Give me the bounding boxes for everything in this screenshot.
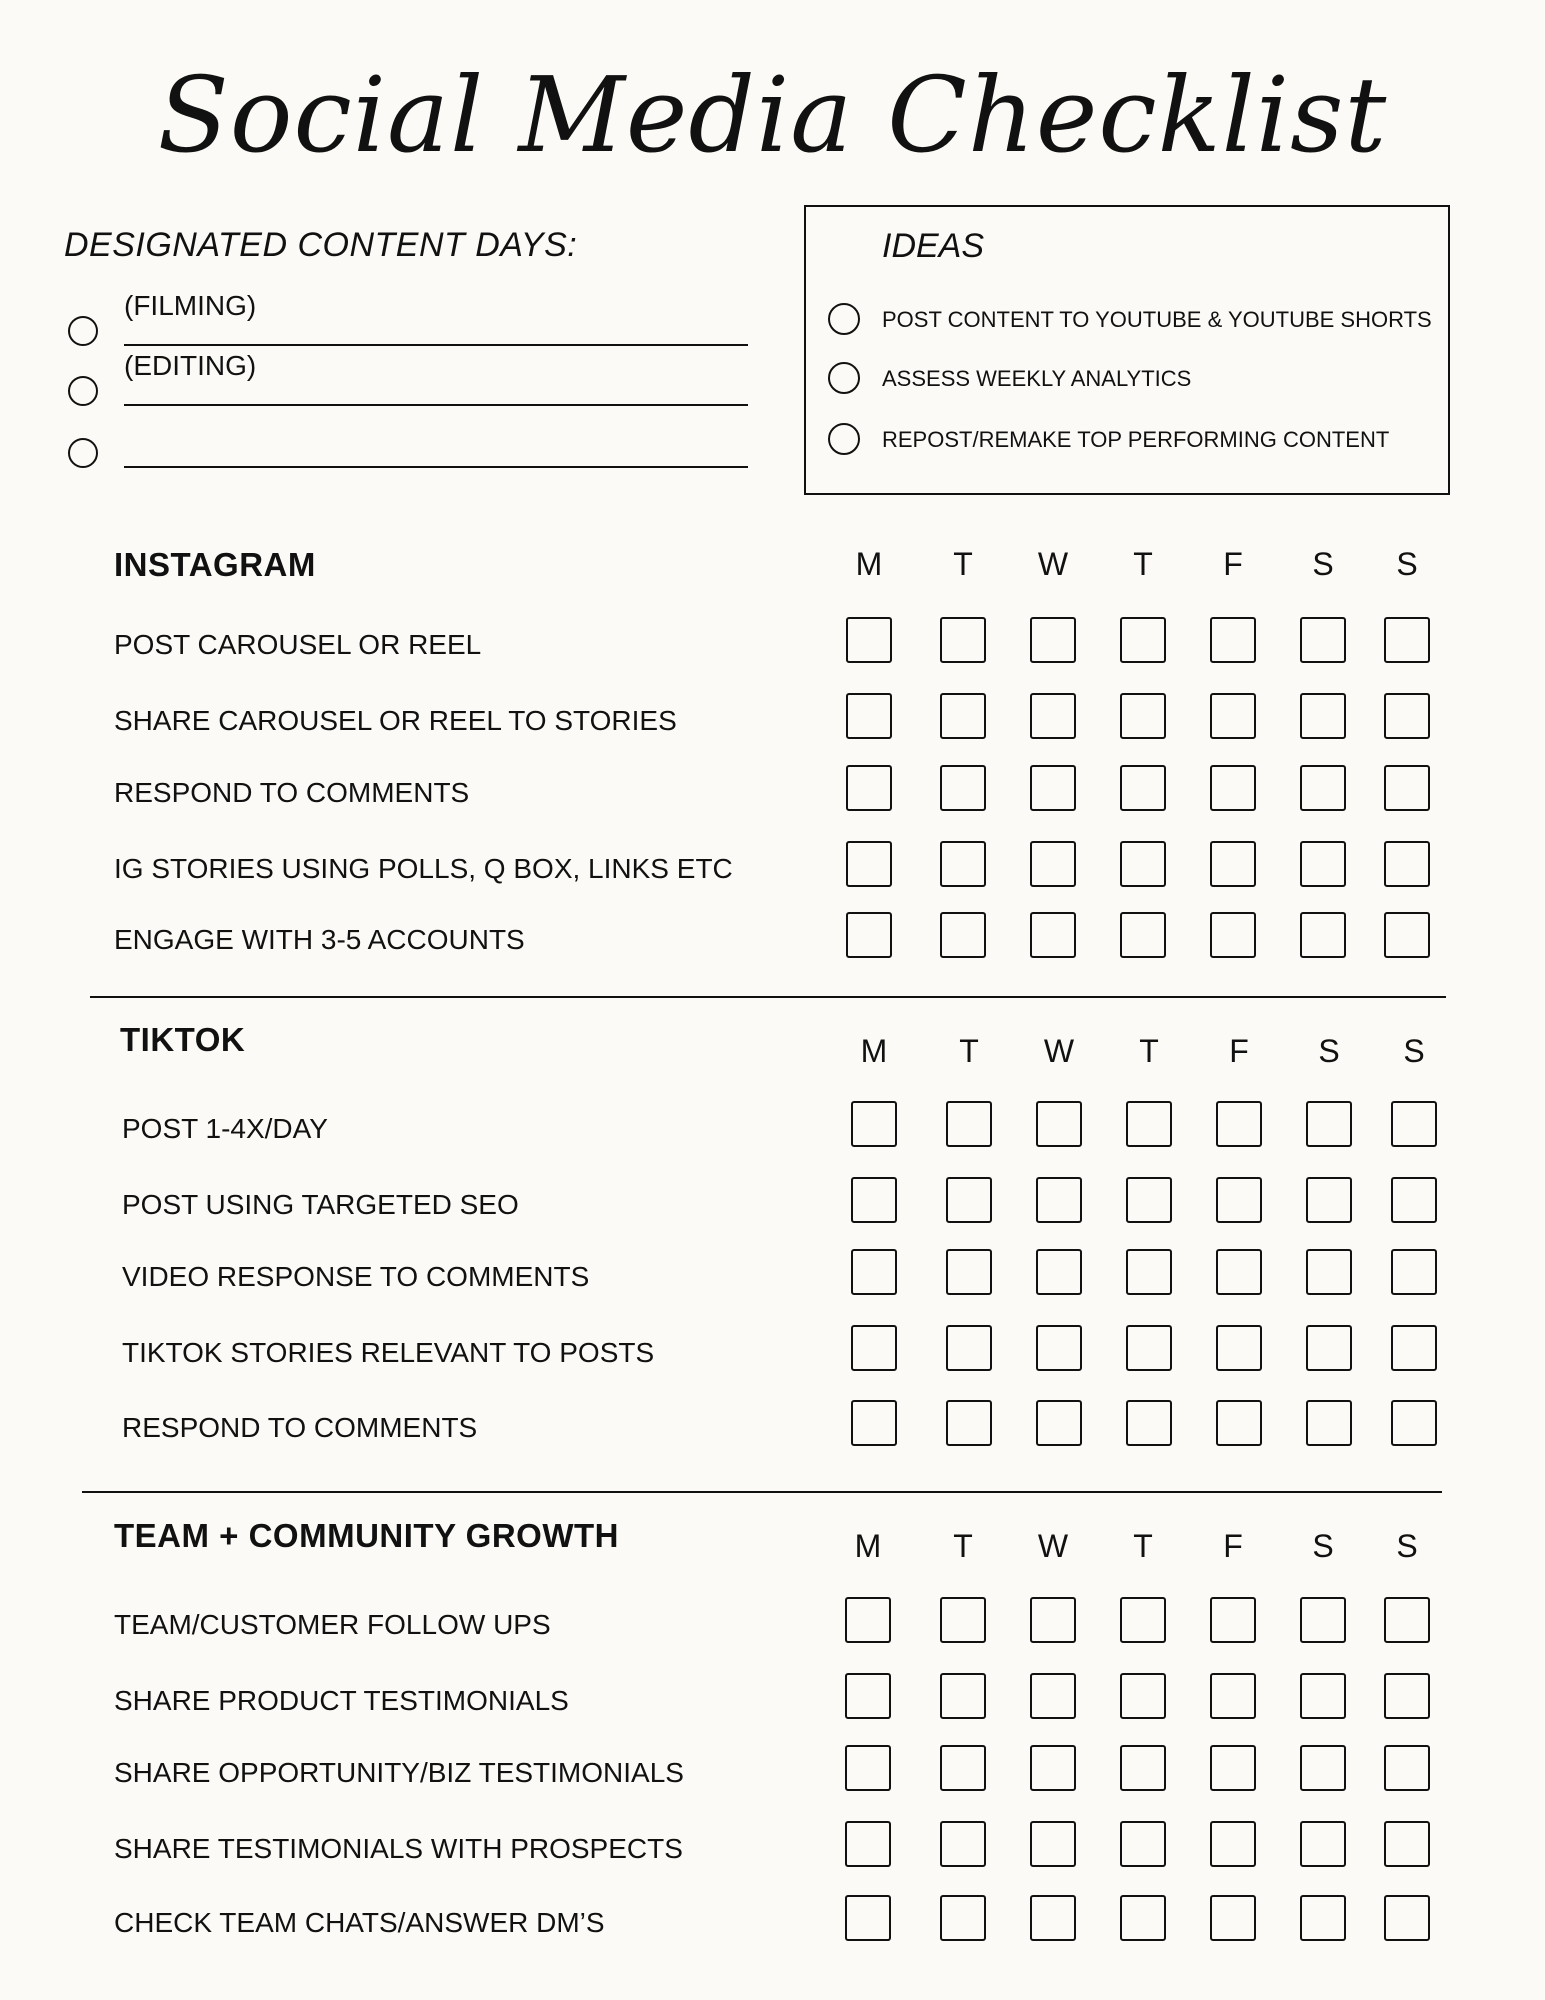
day-checkbox[interactable]	[1384, 1745, 1430, 1791]
day-checkbox[interactable]	[1120, 841, 1166, 887]
day-checkbox[interactable]	[1126, 1249, 1172, 1295]
day-checkbox[interactable]	[1120, 1895, 1166, 1941]
day-checkbox[interactable]	[845, 1745, 891, 1791]
day-checkbox[interactable]	[1036, 1249, 1082, 1295]
day-checkbox[interactable]	[940, 693, 986, 739]
idea-radio[interactable]	[828, 303, 860, 335]
content-day-radio[interactable]	[68, 316, 98, 346]
day-checkbox[interactable]	[1306, 1249, 1352, 1295]
weekday-header: M	[854, 1528, 882, 1564]
day-checkbox[interactable]	[1030, 1597, 1076, 1643]
day-checkbox[interactable]	[845, 1673, 891, 1719]
day-checkbox[interactable]	[940, 841, 986, 887]
idea-text: ASSESS WEEKLY ANALYTICS	[882, 366, 1192, 391]
day-checkbox[interactable]	[946, 1101, 992, 1147]
day-checkbox[interactable]	[1210, 1895, 1256, 1941]
day-checkbox[interactable]	[1216, 1177, 1262, 1223]
day-checkbox[interactable]	[946, 1325, 992, 1371]
day-checkbox[interactable]	[1384, 765, 1430, 811]
day-checkbox[interactable]	[1306, 1177, 1352, 1223]
task-label: IG STORIES USING POLLS, Q BOX, LINKS ETC	[114, 853, 733, 884]
content-day-label: (EDITING)	[124, 350, 257, 381]
day-checkbox[interactable]	[1030, 1895, 1076, 1941]
day-checkbox[interactable]	[1384, 841, 1430, 887]
weekday-header: S	[1403, 1033, 1425, 1069]
day-checkbox[interactable]	[1391, 1400, 1437, 1446]
weekday-header: S	[1318, 1033, 1340, 1069]
task-label: RESPOND TO COMMENTS	[114, 777, 470, 808]
day-checkbox[interactable]	[1306, 1400, 1352, 1446]
section-title: TEAM + COMMUNITY GROWTH	[114, 1517, 619, 1554]
day-checkbox[interactable]	[846, 693, 892, 739]
day-checkbox[interactable]	[1384, 1673, 1430, 1719]
section-title: INSTAGRAM	[114, 546, 316, 583]
task-label: POST USING TARGETED SEO	[122, 1189, 519, 1220]
weekday-header: W	[1037, 546, 1069, 582]
section-divider	[90, 996, 1446, 998]
day-checkbox[interactable]	[845, 1895, 891, 1941]
day-checkbox[interactable]	[1384, 693, 1430, 739]
content-day-row	[68, 350, 748, 406]
day-checkbox[interactable]	[851, 1325, 897, 1371]
day-checkbox[interactable]	[851, 1400, 897, 1446]
day-checkbox[interactable]	[1306, 1101, 1352, 1147]
day-checkbox[interactable]	[1384, 1597, 1430, 1643]
weekday-header: T	[953, 546, 973, 582]
content-day-row	[68, 412, 748, 468]
weekday-header: W	[1037, 1528, 1069, 1564]
day-checkbox[interactable]	[940, 1821, 986, 1867]
task-label: ENGAGE WITH 3-5 ACCOUNTS	[114, 924, 525, 955]
day-checkbox[interactable]	[1030, 912, 1076, 958]
day-checkbox[interactable]	[1391, 1101, 1437, 1147]
content-day-line[interactable]	[124, 420, 748, 468]
day-checkbox[interactable]	[1030, 693, 1076, 739]
day-checkbox[interactable]	[1030, 1673, 1076, 1719]
day-checkbox[interactable]	[1306, 1325, 1352, 1371]
content-days-heading: DESIGNATED CONTENT DAYS:	[64, 226, 578, 264]
task-label: TEAM/CUSTOMER FOLLOW UPS	[114, 1609, 551, 1640]
weekday-header: S	[1396, 546, 1418, 582]
weekday-header: T	[959, 1033, 979, 1069]
task-label: POST CAROUSEL OR REEL	[114, 629, 482, 660]
day-checkbox[interactable]	[1210, 1673, 1256, 1719]
content-day-radio[interactable]	[68, 376, 98, 406]
day-checkbox[interactable]	[940, 912, 986, 958]
task-label: RESPOND TO COMMENTS	[122, 1412, 478, 1443]
weekday-header: T	[1139, 1033, 1159, 1069]
task-label: CHECK TEAM CHATS/ANSWER DM’S	[114, 1907, 605, 1938]
day-checkbox[interactable]	[1126, 1177, 1172, 1223]
day-checkbox[interactable]	[1030, 841, 1076, 887]
day-checkbox[interactable]	[1391, 1177, 1437, 1223]
weekday-header: S	[1396, 1528, 1418, 1564]
day-checkbox[interactable]	[1210, 841, 1256, 887]
weekday-header: F	[1223, 1528, 1243, 1564]
day-checkbox[interactable]	[1030, 1745, 1076, 1791]
section-title: TIKTOK	[120, 1021, 246, 1058]
ideas-box	[804, 205, 1450, 495]
task-label: SHARE TESTIMONIALS WITH PROSPECTS	[114, 1833, 683, 1864]
weekday-header: W	[1043, 1033, 1075, 1069]
task-label: TIKTOK STORIES RELEVANT TO POSTS	[122, 1337, 655, 1368]
day-checkbox[interactable]	[1216, 1325, 1262, 1371]
weekday-header: T	[1133, 1528, 1153, 1564]
task-label: SHARE CAROUSEL OR REEL TO STORIES	[114, 705, 677, 736]
day-checkbox[interactable]	[1300, 693, 1346, 739]
idea-text: REPOST/REMAKE TOP PERFORMING CONTENT	[882, 427, 1390, 452]
day-checkbox[interactable]	[940, 1673, 986, 1719]
day-checkbox[interactable]	[1120, 617, 1166, 663]
weekday-header: M	[860, 1033, 888, 1069]
day-checkbox[interactable]	[946, 1177, 992, 1223]
idea-text: POST CONTENT TO YOUTUBE & YOUTUBE SHORTS	[882, 307, 1432, 332]
day-checkbox[interactable]	[1030, 1821, 1076, 1867]
day-checkbox[interactable]	[1210, 693, 1256, 739]
day-checkbox[interactable]	[1036, 1400, 1082, 1446]
day-checkbox[interactable]	[1300, 1597, 1346, 1643]
day-checkbox[interactable]	[940, 1895, 986, 1941]
day-checkbox[interactable]	[1216, 1249, 1262, 1295]
content-day-radio[interactable]	[68, 438, 98, 468]
day-checkbox[interactable]	[845, 1821, 891, 1867]
day-checkbox[interactable]	[1391, 1249, 1437, 1295]
idea-radio[interactable]	[828, 362, 860, 394]
day-checkbox[interactable]	[1120, 1673, 1166, 1719]
day-checkbox[interactable]	[851, 1249, 897, 1295]
day-checkbox[interactable]	[1036, 1177, 1082, 1223]
content-day-row	[68, 290, 748, 346]
day-checkbox[interactable]	[1126, 1325, 1172, 1371]
day-checkbox[interactable]	[1300, 1895, 1346, 1941]
day-checkbox[interactable]	[1210, 1821, 1256, 1867]
day-checkbox[interactable]	[851, 1101, 897, 1147]
day-checkbox[interactable]	[1300, 1673, 1346, 1719]
day-checkbox[interactable]	[1300, 841, 1346, 887]
task-label: SHARE OPPORTUNITY/BIZ TESTIMONIALS	[114, 1757, 684, 1788]
weekday-header: T	[1133, 546, 1153, 582]
day-checkbox[interactable]	[1300, 912, 1346, 958]
day-checkbox[interactable]	[846, 765, 892, 811]
day-checkbox[interactable]	[1030, 617, 1076, 663]
day-checkbox[interactable]	[1384, 912, 1430, 958]
day-checkbox[interactable]	[846, 841, 892, 887]
day-checkbox[interactable]	[1391, 1325, 1437, 1371]
day-checkbox[interactable]	[1120, 693, 1166, 739]
day-checkbox[interactable]	[1126, 1400, 1172, 1446]
day-checkbox[interactable]	[1384, 617, 1430, 663]
day-checkbox[interactable]	[1126, 1101, 1172, 1147]
day-checkbox[interactable]	[846, 912, 892, 958]
day-checkbox[interactable]	[845, 1597, 891, 1643]
day-checkbox[interactable]	[1030, 765, 1076, 811]
idea-radio[interactable]	[828, 423, 860, 455]
day-checkbox[interactable]	[1036, 1101, 1082, 1147]
day-checkbox[interactable]	[1300, 617, 1346, 663]
day-checkbox[interactable]	[1120, 765, 1166, 811]
weekday-header: S	[1312, 1528, 1334, 1564]
day-checkbox[interactable]	[946, 1249, 992, 1295]
day-checkbox[interactable]	[940, 1597, 986, 1643]
section-divider	[82, 1491, 1442, 1493]
task-label: POST 1-4X/DAY	[122, 1113, 328, 1144]
day-checkbox[interactable]	[1300, 1745, 1346, 1791]
day-checkbox[interactable]	[1300, 1821, 1346, 1867]
day-checkbox[interactable]	[1120, 1745, 1166, 1791]
weekday-header: S	[1312, 546, 1334, 582]
day-checkbox[interactable]	[1120, 912, 1166, 958]
day-checkbox[interactable]	[1210, 617, 1256, 663]
ideas-title: IDEAS	[882, 227, 985, 265]
day-checkbox[interactable]	[1210, 1597, 1256, 1643]
task-label: SHARE PRODUCT TESTIMONIALS	[114, 1685, 569, 1716]
day-checkbox[interactable]	[1384, 1821, 1430, 1867]
weekday-header: M	[855, 546, 883, 582]
day-checkbox[interactable]	[940, 1745, 986, 1791]
day-checkbox[interactable]	[1120, 1821, 1166, 1867]
day-checkbox[interactable]	[1216, 1101, 1262, 1147]
day-checkbox[interactable]	[940, 617, 986, 663]
day-checkbox[interactable]	[1210, 765, 1256, 811]
weekday-header: F	[1229, 1033, 1249, 1069]
day-checkbox[interactable]	[1216, 1400, 1262, 1446]
day-checkbox[interactable]	[1036, 1325, 1082, 1371]
task-label: VIDEO RESPONSE TO COMMENTS	[122, 1261, 590, 1292]
day-checkbox[interactable]	[1300, 765, 1346, 811]
day-checkbox[interactable]	[1210, 1745, 1256, 1791]
weekday-header: T	[953, 1528, 973, 1564]
day-checkbox[interactable]	[946, 1400, 992, 1446]
weekday-header: F	[1223, 546, 1243, 582]
day-checkbox[interactable]	[940, 765, 986, 811]
day-checkbox[interactable]	[1120, 1597, 1166, 1643]
content-day-label: (FILMING)	[124, 290, 257, 321]
day-checkbox[interactable]	[1210, 912, 1256, 958]
day-checkbox[interactable]	[1384, 1895, 1430, 1941]
page-title: Social Media Checklist	[157, 54, 1388, 176]
day-checkbox[interactable]	[851, 1177, 897, 1223]
day-checkbox[interactable]	[846, 617, 892, 663]
